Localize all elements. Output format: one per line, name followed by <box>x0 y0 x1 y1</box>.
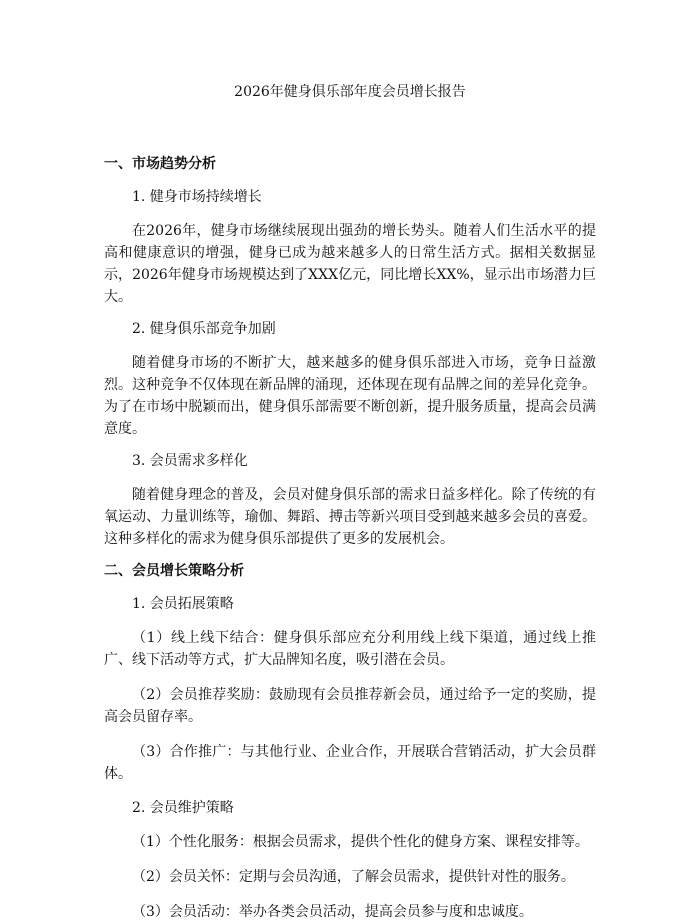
section-heading: 二、会员增长策略分析 <box>104 563 244 579</box>
paragraph: 随着健身市场的不断扩大，越来越多的健身俱乐部进入市场，竞争日益激烈。这种竞争不仅体现在新品牌的涌现，还体现在现有品牌之间的差异化竞争。为了在市场中脱颖而出，健身俱乐部需要不断创新，提升服务质量，提高会员满意度。 <box>104 355 596 437</box>
list-item: （3）会员活动：举办各类会员活动，提高会员参与度和忠诚度。 <box>132 904 533 920</box>
subsection-heading: 2. 会员维护策略 <box>132 800 234 816</box>
subsection-heading: 1. 健身市场持续增长 <box>132 189 262 205</box>
section-market-trends <box>104 154 596 550</box>
subsection-heading: 1. 会员拓展策略 <box>132 596 234 612</box>
section-growth-strategy <box>104 561 596 923</box>
document-title: 2026年健身俱乐部年度会员增长报告 <box>234 84 466 100</box>
list-item: （2）会员推荐奖励：鼓励现有会员推荐新会员，通过给予一定的奖励，提高会员留存率。 <box>104 687 596 725</box>
list-item: （1）线上线下结合：健身俱乐部应充分利用线上线下渠道，通过线上推广、线下活动等方式，扩大品牌知名度，吸引潜在会员。 <box>104 630 596 668</box>
list-item: （3）合作推广：与其他行业、企业合作，开展联合营销活动，扩大会员群体。 <box>104 744 596 782</box>
section-heading: 一、市场趋势分析 <box>104 156 216 172</box>
subsection-heading: 3. 会员需求多样化 <box>132 453 248 469</box>
paragraph: 在2026年，健身市场继续展现出强劲的增长势头。随着人们生活水平的提高和健康意识的增强，健身已成为越来越多人的日常生活方式。据相关数据显示，2026年健身市场规模达到了XXX亿元，同比增长XX%，显示出市场潜力巨大。 <box>104 223 596 305</box>
list-item: （1）个性化服务：根据会员需求，提供个性化的健身方案、课程安排等。 <box>132 834 589 850</box>
list-item: （2）会员关怀：定期与会员沟通，了解会员需求，提供针对性的服务。 <box>132 869 575 885</box>
subsection-heading: 2. 健身俱乐部竞争加剧 <box>132 321 276 337</box>
paragraph: 随着健身理念的普及，会员对健身俱乐部的需求日益多样化。除了传统的有氧运动、力量训练等，瑜伽、舞蹈、搏击等新兴项目受到越来越多会员的喜爱。这种多样化的需求为健身俱乐部提供了更多的发展机会。 <box>104 487 596 547</box>
